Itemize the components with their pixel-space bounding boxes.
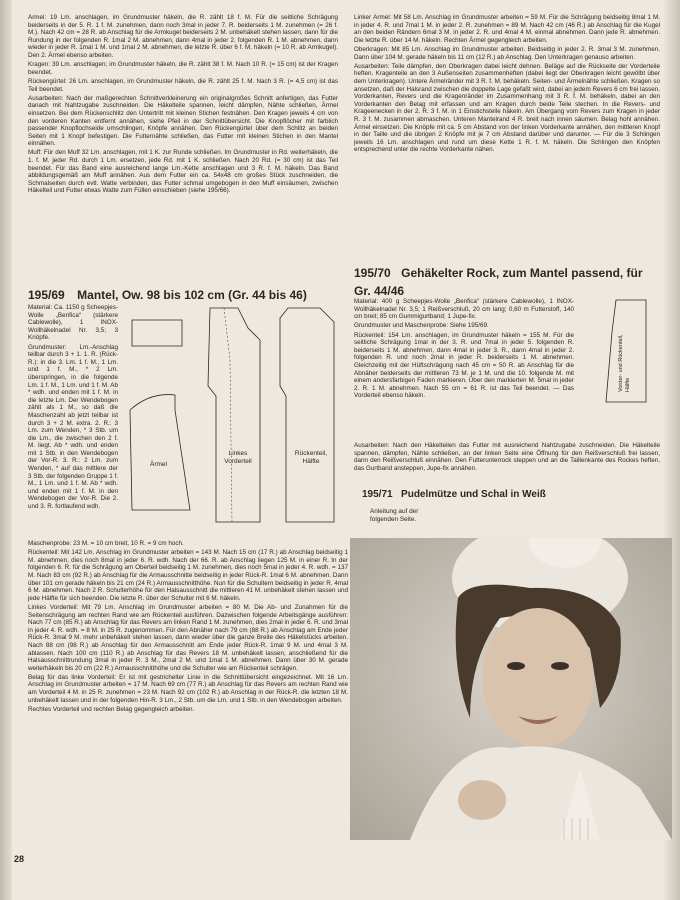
right-column-top [354, 14, 660, 256]
left-column-top [28, 14, 338, 278]
page-binding [0, 0, 12, 900]
skirt-pattern-diagram [588, 292, 660, 412]
article-3-number: 195/71 [362, 489, 393, 500]
article-1-maschenprobe: Maschenprobe: 23 M. = 10 cm breit, 10 R. = 9 cm hoch. [28, 540, 184, 547]
finishing-paragraph: Ausarbeiten: Nach der maßgerechten Schnittverkleinerung ein originalgroßes Schnitt anfertigen, das Futter danach mit Nahtzugabe zuschneiden. Die Häkelteile spannen, leicht dämpfen, Nähte schließen, Ärmel einsetzen. Bei dem Rückenschlitz den Untertritt mit kleinen Stichen festnähen. Den Kragen jeweils 4 cm von den vorderen Kanten entfernt annähen, siehe Pfeil in der Schnittübersicht. Die Knopflöcher mit farblich passender Knopflochseide umschlingen, Knöpfe annähen. Den Rückengürtel über dem Schlitz an beiden Seiten mit 1 Knopf befestigen. Die Futternähte schließen, das Futter mit kleinen Stichen in den Mantel einnähen. [28, 94, 338, 148]
article-1-rechts: Rechtes Vorderteil und rechten Belag gegengleich arbeiten. [28, 705, 195, 713]
article-2-finishing [354, 442, 660, 484]
article-3-title: Pudelmütze und Schal in Weiß [401, 489, 546, 500]
left-column-bottom [28, 540, 348, 848]
collar-paragraph: Kragen: 39 Lm. anschlagen; im Grundmuster häkeln, die R. zählt 38 f. M. Nach 10 R. (= 15 cm) ist der Kragen beendet. [28, 61, 338, 76]
article-2-column [354, 298, 574, 442]
upper-collar-paragraph: Oberkragen: Mit 85 Lm. Anschlag im Grundmuster arbeiten. Beidseitig in jeder 2. R. 3mal 3 M. zunehmen. Dann über 104 M. gerade häkeln bis 11 cm (12 R.) ab Anschlag. Den Unterkragen genauso arbeiten. [354, 45, 660, 61]
article-2-material: Material: 400 g Scheepjes-Wolle „Benfica“ (stärkere Cablewolle), 1 INOX-Wollhäkelnadel Nr. 3,5; 1 Reißverschluß, 20 cm lang; 0,60 m Futterstoff, 140 cm breit; 85 cm Gummigurtband; 1 Jupe-fix. [354, 298, 574, 321]
label-left-front: Linkes Vorderteil [224, 450, 252, 465]
article-2-grundmuster: Grundmuster und Maschenprobe: Siehe 195/69. [354, 322, 489, 330]
article-1-narrow-column [28, 304, 118, 534]
article-1-linkes-vorderteil: Linkes Vorderteil: Mit 79 Lm. Anschlag im Grundmuster arbeiten = 80 M. Die Ab- und Zunahmen für die Seitenschrägung am rechten Rand wie am Rückenteil ausführen. Dazwischen folgende Arbeitsgänge ausführen: Nach 77 cm (85 R.) ab Anschlag für das Revers am linken Rand 1 M. zunehmen, dies 2mal in jeder 6. R. und 3mal in jeder 4. R. wdh. = 8 M. in 25 R. zugenommen. Für den Abnäher nach 79 cm (88 R.) ab Anschlag am Ende jeder Rück-R. 3mal 9 M. mehr unbehäkelt stehen lassen, dann wieder über die ganze Breite des Häkelstücks arbeiten. Nach 88 cm (98 R.) ab Anschlag für den Armausschnitt am Ende jeder Rück-R. 1mal 9 M. und 4mal 3 M. ablassen. Nach 100 cm (110 R.) ab Anschlag für das Revers 18 M. unbehäkelt lassen, anschließend für die Halsausschnittrundung 3mal in jeder R. 3 M., 2mal 2 M. und 1mal 1 M. abnehmen. Dann über 30 M. gerade weiterhäkeln bis 20 cm (22 R.) Armausschnitthöhe und die Schulter wie am Rückenteil schrägen. [28, 603, 348, 672]
article-2-title: Gehäkelter Rock, zum Mantel passend, für Gr. 44/46 [354, 266, 643, 298]
back-belt-paragraph: Rückengürtel: 26 Lm. anschlagen, im Grundmuster häkeln, die R. zählt 25 f. M. Nach 3 R. (= 4,5 cm) ist das Teil beendet. [28, 77, 338, 93]
label-sleeve: Ärmel [150, 461, 167, 468]
article-1-number: 195/69 [28, 288, 65, 302]
article-3-heading [362, 484, 662, 502]
label-back-half: Rückenteil, Hälfte [294, 450, 328, 465]
page-number: 28 [14, 854, 25, 864]
article-1-rueckenteil: Rückenteil: Mit 142 Lm. Anschlag im Grundmuster arbeiten = 143 M. Nach 15 cm (17 R.) ab Anschlag beidseitig 1 M. abnehmen, dies noch 8mal in jeder 6. R. wdh. Nach der 66. R. ab Anschlag liegen 125 M. in einer R. In der folgenden 6. R. für die Schrägung am Oberteil beidseitig 1 M. zunehmen, dies noch 5mal in jeder 4. R. wdh. = 137 M. Nach 83 cm (92 R.) ab Anschlag für die Armausschnitte beidseitig in jeder Rück-R. 1mal 6 M. abnehmen. Dann über 101 cm gerade häkeln bis 21 cm (24 R.) Armausschnitthöhe. Nun für die Schultern beidseitig in jeder R. 4mal 6 M. abnehmen. Nach 2 R. Schulterhöhe für den Halsausschnitt die mittleren 41 M. unbehäkelt stehen lassen und jede Hälfte für sich beenden. Die letzte R. über der Schulter mit 6 M. häkeln. [28, 549, 348, 602]
sleeve-paragraph: Ärmel: 19 Lm. anschlagen, im Grundmuster häkeln, die R. zählt 18 f. M. Für die seitliche Schrägung beiderseits in der 5. R. 1 f. M. zunehmen, dann noch 3mal in jeder 7. R. beiderseits 1 M. zunehmen (= 26 f. M.). Nach 42 cm = 28 R. ab Anschlag für die Armkugel beiderseits 2 M. unbehäkelt stehen lassen, dann für die Rundung in der folgenden R. 1mal 2 M. abnehmen, dann 4mal in jeder 2. folgenden R. 1 M. abnehmen, dann wieder in jeder R. 1mal 1 M. und 1mal 2 M. abnehmen, die letzte R. über 6 f. M. häkeln (= 10 R. ab Armkugel). Den 2. Ärmel ebenso arbeiten. [28, 14, 338, 59]
label-skirt: Vorder- und Rückenteil, Hälfte [618, 334, 631, 392]
sleeve-shape [130, 395, 190, 510]
article-2-ausarbeiten: Ausarbeiten: Nach den Häkelteilen das Futter mit ausreichend Nahtzugabe zuschneiden. Die Häkelteile spannen, dämpfen, Nähte schließen, an der linken Seite eine Öffnung für den Reißverschluß frei lassen, dann den Reißverschluß einnähen. Den Futterunterrock steppen und an die Taillenkante des Rockes heften, das Gurtband ansteppen, Jupe-fix annähen. [354, 442, 660, 472]
sleeve-right-paragraph: Linker Ärmel: Mit 58 Lm. Anschlag im Grundmuster arbeiten = 59 M. Für die Schrägung beidseitig 8mal 1 M. in jeder 4. R. und 7mal 1 M. in jeder 2. R. zunehmen = 89 M. Nach 42 cm (46 R.) ab Anschlag für die Kugel an den beiden Rändern 6mal 3 M. in jeder 2. R. und 4mal 4 M. einmal abnehmen. Dann jede R. abnehmen. Die letzte R. über 14 M. häkeln. Rechten Ärmel gegengleich arbeiten. [354, 14, 660, 44]
photo-caption: Anleitung auf der folgenden Seite. [370, 508, 419, 523]
model-photo [350, 538, 672, 840]
coat-pattern-diagram [120, 300, 345, 538]
article-2-number: 195/70 [354, 266, 391, 280]
article-1-grundmuster: Grundmuster: Lm.-Anschlag teilbar durch 3 + 1. 1. R. (Rück-R.): in die 3. Lm. 1 f. M., 1 Lm. und 1 f. M., * 2 Lm. überspringen, in die folgende Lm. 1 f. M., 1 Lm. und 1 f. M. Ab * wdh. und enden mit 1 f. M. in die letzte Lm. Der Wendebogen zählt als 1 M., so daß die Maschenzahl ab jetzt teilbar ist durch 3 + 2 M. extra. 2. R.: 3 Lm. zum Wenden, * 3 Stb. um die Lm., die zwischen den 2 f. M. liegt. Ab * wdh. und enden mit 1 Stb. in den Wendebogen der Vor-R. 3. R.: 2 Lm. zum Wenden, * auf das mittlere der 3 Stb. der folgenden Gruppe 1 f. M., 1 Lm. und 1 f. M. Ab * wdh. und enden mit 1 f. M. in den Wendebogen der Vor-R. Die 2. und 3. R. fortlaufend wdh. [28, 343, 118, 511]
article-1-title: Mantel, Ow. 98 bis 102 cm (Gr. 44 bis 46) [77, 288, 307, 302]
left-front-shape [208, 308, 260, 522]
article-1-material: Material: Ca. 1150 g Scheepjes-Wolle „Benfica“ (stärkere Cablewolle), 1 INOX-Wollhäkelnadel Nr. 3,5; 3 Knöpfe. [28, 304, 118, 342]
article-2-rueckenteil: Rückenteil: 154 Lm. anschlagen, im Grundmuster häkeln = 155 M. Für die seitliche Schrägung 1mal in der 3. R. und 7mal in jeder 5. folgenden R. beiderseits 1 M. abnehmen, dann 4mal in jeder 3. R., dann 4mal in jeder 2. folgenden R. und noch 2mal in jeder R. beiderseits 1 M. abnehmen. Gleichzeitig mit der Hüftschrägung nach 45 cm = 50 R. ab Anschlag für die Abnäher beiderseits der mittleren 73 M. je 1 M. und die 10. folgende M. mit einem andersfarbigen Faden markieren. Über den markierten M. 5mal in jeder 2. R. 1 M. abnehmen. Nach 55 cm = 61 R. ist das Teil beendet. — Das Vorderteil ebenso häkeln. [354, 331, 574, 400]
finishing-right-paragraph: Ausarbeiten: Teile dämpfen, den Oberkragen dabei leicht dehnen. Beläge auf die Rückseite der Vorderteile heften. Kragenteile an den 3 Außenseiten zusammenheften (dabei liegt der Oberkragen leicht gewölbt über dem Unterkragen). Untere Ärmelränder mit 3 R. f. M. behäkeln. Seiten- und Ärmelnähte schließen. Kragen so ansetzen, daß der Halsrand zwischen die doppelte Lage gefaßt wird, dabei an jedem Revers 6 cm frei lassen. Vorderkanten, Revers und die Kragenränder im Zusammenhang mit 3 R. f. M. behäkeln, dabei an den Vorderkanten den Belag mit erfassen und am Kragen durch beide Teile stechen. In die Revers- und Krageenecken in der 2. R. 3 f. M. in 1 Einstichstelle häkeln. Am Übergang vom Revers zum Kragen in jeder R. 3 f. M. zusammen abmaschen. Unteren Mantelrand 4 R. breit nach innen säumen. Belag hohl annähen. Ärmel einsetzen. Die Knöpfe mit ca. 5 cm Abstand von der linken Vorderkante annähen, den mittleren Knopf in der Taille und die übrigen 2 Knöpfe mit je 7 cm Abstand darüber und darunter. — Für die 3 Schlingen jeweils 16 Lm. anschlagen und rund um diese Kette 1 R. f. M. häkeln. Die Schlingen den Knöpfen entsprechend unter die rechte Vorderkante nähen. [354, 62, 660, 154]
article-1-belag: Belag für das linke Vorderteil: Er ist mit gestrichelter Linie in die Schnittübersicht eingezeichnet. Mit 16 Lm. Anschlag im Grundmuster arbeiten = 17 M. Nach 69 cm (77 R.) ab Anschlag für das Revers am rechten Rand wie am Vorderteil 4 M. in 25 R. zunehmen = 23 M. Nach 92 cm (102 R.) ab Anschlag in der Rück-R. die letzten 18 M. unbehäkelt lassen und in der folgenden Hin-R. 3 Lm., 2 Stb. um die Lm. und 1 Stb. in den Wendebogen arbeiten. [28, 673, 348, 704]
collar-shape [132, 320, 182, 346]
muff-paragraph: Muff: Für den Muff 32 Lm. anschlagen, mit 1 K. zur Runde schließen. Im Grundmuster in Rd. weiterhäkeln, die 1. f. M. jeder Rd. durch 1 Lm. ersetzen, jede Rd. mit 1 K. schließen. Nach 20 Rd. (= 30 cm) ist das Teil beendet. Für das Band eine ausreichend lange Lm.-Kette anschlagen und 3 R. f. M. häkeln. Das Band abbildungsgemäß am Muff annähen. Aus dem Futter ein ca. 54x48 cm großes Stück zuschneiden, die Schmalseiten durch evtl. Watte verbinden, das Futter schmal umgebogen in den Muff einsäumen, zwischen Häkelteil und Futter etwas Watte zum Füllen einschieben (siehe 195/66). [28, 149, 338, 195]
back-half-shape [280, 308, 334, 522]
